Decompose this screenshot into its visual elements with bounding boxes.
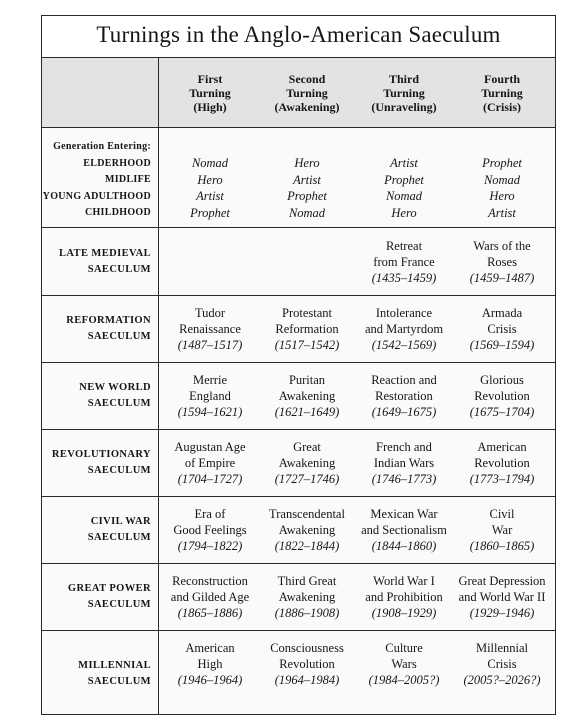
turning-cell-first: Merrie England (1594–1621) xyxy=(177,373,243,419)
turning-dates: (1908–1929) xyxy=(371,606,437,620)
turning-dates: (1649–1675) xyxy=(371,405,437,419)
generation-col-first: Nomad Hero Artist Prophet xyxy=(190,156,230,220)
turning-dates: (1727–1746) xyxy=(274,472,340,486)
saeculum-row xyxy=(42,564,555,631)
turning-cell-second: Third Great Awakening (1886–1908) xyxy=(274,574,340,620)
turning-dates: (1621–1649) xyxy=(274,405,340,419)
turning-cell-fourth: Millennial Crisis (2005?–2026?) xyxy=(463,641,541,687)
turning-dates: (1487–1517) xyxy=(177,338,243,352)
turning-cell-first: Era of Good Feelings (1794–1822) xyxy=(173,507,247,553)
turning-cell-second: Transcendental Awakening (1822–1844) xyxy=(269,507,345,553)
turning-cell-third: Culture Wars (1984–2005?) xyxy=(368,641,440,687)
turning-cell-second: Great Awakening (1727–1746) xyxy=(274,440,340,486)
saeculum-row xyxy=(42,497,555,564)
turning-cell-fourth: Wars of the Roses (1459–1487) xyxy=(469,238,535,285)
turning-dates: (1594–1621) xyxy=(177,405,243,419)
saeculum-name: CIVIL WAR SAECULUM xyxy=(87,516,151,543)
generation-col-third: Artist Prophet Nomad Hero xyxy=(384,156,424,220)
turning-cell-first: Tudor Renaissance (1487–1517) xyxy=(177,306,243,352)
turning-dates: (1542–1569) xyxy=(371,338,437,352)
turning-cell-third: Intolerance and Martyrdom (1542–1569) xyxy=(364,306,444,352)
col-header-fourth-turning: Fourth Turning (Crisis) xyxy=(481,71,523,114)
turning-dates: (1435–1459) xyxy=(371,270,437,285)
saeculum-name: REFORMATION SAECULUM xyxy=(66,315,151,342)
turning-dates: (1984–2005?) xyxy=(368,673,440,687)
turning-cell-fourth: Great Depression and World War II (1929–1946) xyxy=(458,574,546,620)
turning-cell-second: Consciousness Revolution (1964–1984) xyxy=(270,641,344,687)
saeculum-row xyxy=(42,363,555,430)
saeculum-name: GREAT POWER SAECULUM xyxy=(67,583,151,610)
saeculum-row xyxy=(42,631,555,717)
column-divider xyxy=(158,58,159,714)
turning-dates: (1704–1727) xyxy=(177,472,243,486)
turning-cell-second: Puritan Awakening (1621–1649) xyxy=(274,373,340,419)
turning-dates: (1459–1487) xyxy=(469,270,535,285)
turning-cell-second: Protestant Reformation (1517–1542) xyxy=(274,306,340,352)
saeculum-name: MILLENNIAL SAECULUM xyxy=(78,660,151,687)
turning-dates: (1886–1908) xyxy=(274,606,340,620)
table-title: Turnings in the Anglo-American Saeculum xyxy=(42,16,555,58)
turning-cell-third: World War I and Prohibition (1908–1929) xyxy=(365,574,443,620)
turnings-table xyxy=(41,15,556,715)
turning-dates: (2005?–2026?) xyxy=(463,673,541,687)
turning-dates: (1794–1822) xyxy=(177,539,243,553)
turning-cell-third: French and Indian Wars (1746–1773) xyxy=(371,440,437,486)
col-header-third-turning: Third Turning (Unraveling) xyxy=(371,71,437,114)
turning-dates: (1569–1594) xyxy=(469,338,535,352)
turning-dates: (1822–1844) xyxy=(274,539,340,553)
table-body xyxy=(42,58,555,717)
turning-dates: (1844–1860) xyxy=(371,539,437,553)
saeculum-name: LATE MEDIEVAL SAECULUM xyxy=(58,247,151,275)
saeculum-row xyxy=(42,430,555,497)
saeculum-name: REVOLUTIONARY SAECULUM xyxy=(51,449,151,476)
turning-cell-first: American High (1946–1964) xyxy=(177,641,243,687)
col-header-second-turning: Second Turning (Awakening) xyxy=(274,71,340,114)
turning-dates: (1929–1946) xyxy=(469,606,535,620)
turning-cell-first: Reconstruction and Gilded Age (1865–1886) xyxy=(170,574,250,620)
turning-cell-fourth: American Revolution (1773–1794) xyxy=(469,440,535,486)
header-row xyxy=(42,58,555,128)
turning-cell-first: Augustan Age of Empire (1704–1727) xyxy=(174,440,246,486)
generation-col-fourth: Prophet Nomad Hero Artist xyxy=(482,156,522,220)
turning-dates: (1946–1964) xyxy=(177,673,243,687)
saeculum-row xyxy=(42,296,555,363)
turning-dates: (1860–1865) xyxy=(469,539,535,553)
turning-dates: (1746–1773) xyxy=(371,472,437,486)
generation-labels: Generation Entering: ELDERHOOD MIDLIFE YOUNG ADULTHOOD CHILDHOOD xyxy=(42,141,151,218)
turning-dates: (1964–1984) xyxy=(274,673,340,687)
turning-dates: (1675–1704) xyxy=(469,405,535,419)
turning-cell-third: Retreat from France (1435–1459) xyxy=(371,238,437,285)
turning-dates: (1517–1542) xyxy=(274,338,340,352)
turning-cell-third: Mexican War and Sectionalism (1844–1860) xyxy=(361,507,447,553)
generation-row xyxy=(42,128,555,228)
generation-col-second: Hero Artist Prophet Nomad xyxy=(287,156,327,220)
turning-dates: (1865–1886) xyxy=(177,606,243,620)
turning-cell-third: Reaction and Restoration (1649–1675) xyxy=(371,373,437,419)
turning-cell-fourth: Armada Crisis (1569–1594) xyxy=(469,306,535,352)
turning-cell-fourth: Glorious Revolution (1675–1704) xyxy=(469,373,535,419)
turning-dates: (1773–1794) xyxy=(469,472,535,486)
saeculum-row xyxy=(42,228,555,296)
turning-cell-fourth: Civil War (1860–1865) xyxy=(469,507,535,553)
col-header-first-turning: First Turning (High) xyxy=(189,71,231,114)
saeculum-name: NEW WORLD SAECULUM xyxy=(79,382,151,409)
